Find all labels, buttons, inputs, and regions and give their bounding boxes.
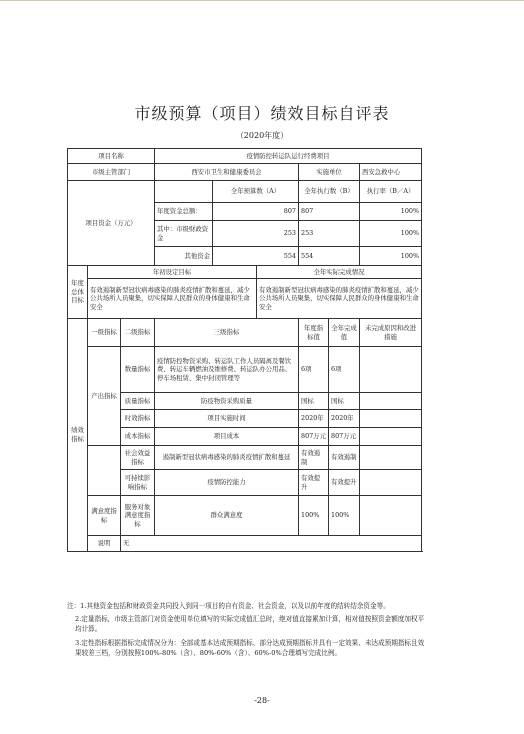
page-title: 市级预算（项目）绩效目标自评表 xyxy=(134,104,390,123)
fund-row-budget: 253 xyxy=(213,221,299,247)
funds-label: 项目资金（万元） xyxy=(68,181,155,266)
indicator-l2: 社会效益指标 xyxy=(121,446,155,470)
indicator-actual: 有效提升 xyxy=(329,470,360,496)
output-label: 产出指标 xyxy=(88,347,121,446)
fund-row-exec: 253 xyxy=(299,221,360,247)
indicator-actual: 100% xyxy=(329,496,360,536)
unit-label: 实施单位 xyxy=(299,164,360,181)
indicator-actual: 6项 xyxy=(329,347,360,393)
indicator-l3: 项目实施时间 xyxy=(155,410,299,428)
indicator-reason xyxy=(360,428,422,446)
footnote: 2.定量指标，市级主管部门对资金使用单位填写的实际完成值汇总时，绝对值直接累加计算，相对值按照资金额度加权平均计算。 xyxy=(75,615,425,634)
footnotes xyxy=(67,601,429,661)
indicator-reason xyxy=(360,496,422,536)
project-name-label: 项目名称 xyxy=(68,149,155,164)
annual-goal-label: 年度总体目标 xyxy=(68,266,88,319)
fund-row-rate: 100% xyxy=(360,247,422,266)
indicator-reason xyxy=(360,347,422,393)
indicator-reason xyxy=(360,393,422,410)
header-actual: 全年完成值 xyxy=(329,319,360,347)
indicator-target: 100% xyxy=(299,496,329,536)
fund-row-budget: 554 xyxy=(213,247,299,266)
indicator-l3: 遏制新型冠状病毒感染的肺炎疫情扩散和蔓延 xyxy=(155,446,299,470)
evaluation-table xyxy=(67,148,422,552)
satisfaction-label: 满意度指标 xyxy=(88,496,121,536)
indicator-l2: 服务对象满意度指标 xyxy=(121,496,155,536)
goal-set: 有效遏制新型冠状病毒感染的肺炎疫情扩散和蔓延，减少公共场所人员聚集，切实保障人民群众的身体健康和生命安全 xyxy=(88,279,257,319)
footnote: 3.定性指标根据指标完成情况分为：全部或基本达成预期指标、部分达成预期指标并具有一定效果、未达成预期指标且效果较差三档，分别按照100%-80%（含）、80%-60%（含）、60%-0%合理填写完成比例。 xyxy=(75,638,425,657)
col-exec: 全年执行数（B） xyxy=(299,181,360,203)
indicator-actual: 有效遏制 xyxy=(329,446,360,470)
footnote: 注：1.其他资金包括和财政资金共同投入到同一项目的自有资金、社会资金，以及以前年度的结转结余资金等。 xyxy=(67,602,390,610)
indicator-l2: 质量指标 xyxy=(121,393,155,410)
indicator-l3: 项目成本 xyxy=(155,428,299,446)
indicator-l2: 可持续影响指标 xyxy=(121,470,155,496)
indicator-reason xyxy=(360,410,422,428)
indicator-actual: 2020年 xyxy=(329,410,360,428)
col-rate: 执行率（B／A） xyxy=(360,181,422,203)
dept-label: 市级主管部门 xyxy=(68,164,155,181)
indicator-target: 6项 xyxy=(299,347,329,393)
fund-row-label: 其中：市级财政资金 xyxy=(155,221,213,247)
fund-row-label: 年度资金总额： xyxy=(155,203,213,221)
fund-row-budget: 807 xyxy=(213,203,299,221)
remark-value: 无 xyxy=(121,536,422,552)
col-budget: 全年预算数（A） xyxy=(213,181,299,203)
indicator-target: 国标 xyxy=(299,393,329,410)
remark-label: 说明 xyxy=(88,536,121,552)
indicator-l2: 时效指标 xyxy=(121,410,155,428)
indicator-l3: 群众满意度 xyxy=(155,496,299,536)
dept-value: 西安市卫生和健康委员会 xyxy=(155,164,299,181)
indicator-actual: 国标 xyxy=(329,393,360,410)
header-l3: 三级指标 xyxy=(155,319,299,347)
top-border xyxy=(0,0,524,1)
goal-done: 有效遏制新型冠状病毒感染的肺炎疫情扩散和蔓延，减少公共场所人员聚集，切实保障人民群众的身体健康和生命安全 xyxy=(257,279,422,319)
header-l1: 一级指标 xyxy=(88,319,121,347)
indicator-target: 有效遏制 xyxy=(299,446,329,470)
fund-row-rate: 100% xyxy=(360,203,422,221)
page-number: -28- xyxy=(254,696,270,705)
indicator-l3: 防疫物资采购质量 xyxy=(155,393,299,410)
indicator-l3: 疫情防控物资采购、转运队工作人员隔离及餐饮费、转运车辆燃油及维修费、转运队办公用品、停车场租赁、集中封闭管理等 xyxy=(155,347,299,393)
header-target: 年度指标值 xyxy=(299,319,329,347)
goal-done-label: 全年实际完成情况 xyxy=(257,266,422,279)
effect-label xyxy=(88,446,121,496)
fund-row-exec: 554 xyxy=(299,247,360,266)
report-year: （2020年度） xyxy=(235,131,289,140)
indicator-l3: 疫情防控能力 xyxy=(155,470,299,496)
indicator-l2: 成本指标 xyxy=(121,428,155,446)
perf-label: 绩效指标 xyxy=(68,319,88,552)
fund-row-exec: 807 xyxy=(299,203,360,221)
indicator-reason xyxy=(360,470,422,496)
header-l2: 二级指标 xyxy=(121,319,155,347)
funds-blank xyxy=(155,181,213,203)
header-reason: 未完成原因和改进措施 xyxy=(360,319,422,347)
fund-row-rate: 100% xyxy=(360,221,422,247)
fund-row-label: 其他资金 xyxy=(155,247,213,266)
project-name: 疫情防控转运队运行经费项目 xyxy=(155,149,422,164)
goal-set-label: 年初设定目标 xyxy=(88,266,257,279)
indicator-target: 807万元 xyxy=(299,428,329,446)
indicator-target: 2020年 xyxy=(299,410,329,428)
indicator-actual: 807万元 xyxy=(329,428,360,446)
unit-value: 西安急救中心 xyxy=(360,164,422,181)
indicator-target: 有效提升 xyxy=(299,470,329,496)
indicator-l2: 数量指标 xyxy=(121,347,155,393)
indicator-reason xyxy=(360,446,422,470)
